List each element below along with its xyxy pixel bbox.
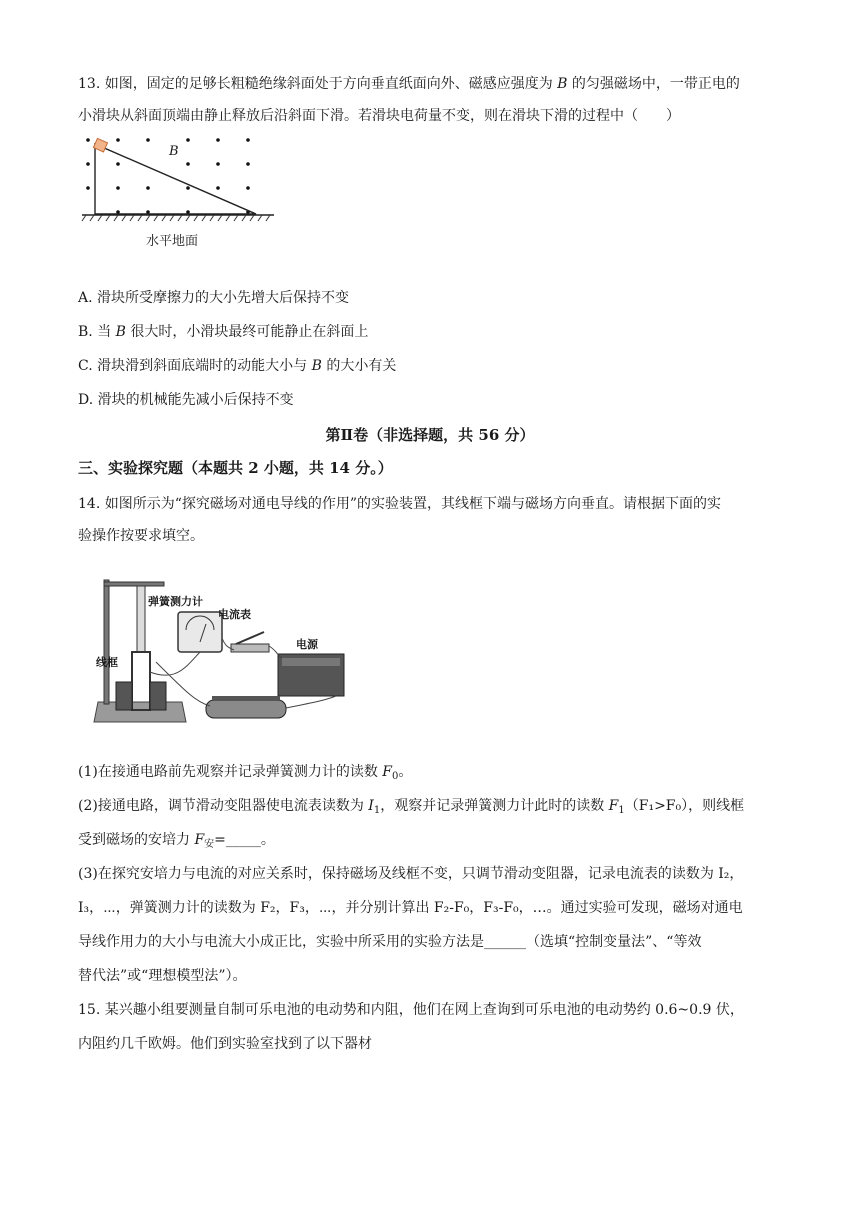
ground-label: 水平地面 bbox=[146, 234, 199, 249]
q14-line1: 14. 如图所示为“探究磁场对通电导线的作用”的实验装置，其线框下端与磁场方向垂直。请根据下面的实 bbox=[78, 496, 722, 512]
coil-label: 线框 bbox=[96, 656, 118, 669]
option-b: B. 当 B 很大时，小滑块最终可能静止在斜面上 bbox=[78, 324, 369, 340]
q13-line1: 13. 如图，固定的足够长粗糙绝缘斜面处于方向垂直纸面向外、磁感应强度为 B 的匀强磁场中，一带正电的 bbox=[78, 76, 740, 92]
q14-step3-line3: 导线作用力的大小与电流大小成正比，实验中所采用的实验方法是______（选填“控制变量法”、“等效 bbox=[78, 934, 702, 950]
q14-step3-line1: (3)在探究安培力与电流的对应关系时，保持磁场及线框不变，只调节滑动变阻器，记录电流表的读数为 I₂， bbox=[78, 866, 744, 882]
q14-step1: (1)在接通电路前先观察并记录弹簧测力计的读数 $F_0$。 bbox=[78, 764, 413, 782]
q13-line2: 小滑块从斜面顶端由静止释放后沿斜面下滑。若滑块电荷量不变，则在滑块下滑的过程中（ ） bbox=[78, 108, 680, 124]
ammeter-label: 电流表 bbox=[218, 608, 251, 621]
q13-incline-figure bbox=[78, 132, 278, 254]
spring-scale-label: 弹簧测力计 bbox=[148, 595, 203, 608]
q15-line2: 内阻约几千欧姆。他们到实验室找到了以下器材 bbox=[78, 1036, 372, 1052]
option-d: D. 滑块的机械能先减小后保持不变 bbox=[78, 392, 294, 408]
q14-line2: 验操作按要求填空。 bbox=[78, 528, 204, 544]
q14-apparatus-figure bbox=[86, 572, 376, 732]
field-label: B bbox=[169, 144, 179, 159]
option-a: A. 滑块所受摩擦力的大小先增大后保持不变 bbox=[78, 290, 350, 306]
q14-step2-line1: (2)接通电路，调节滑动变阻器使电流表读数为 $I_1$，观察并记录弹簧测力计此时的读数 $F_1(F_1>F_0)$，则线框 bbox=[78, 798, 745, 816]
section3-title: 三、实验探究题（本题共 2 小题，共 14 分。） bbox=[78, 459, 393, 477]
q14-step2-line2: 受到磁场的安培力 $F_安=\_\_\_\_\_$。 bbox=[78, 832, 275, 850]
q14-step3-line2: I₃，⋯，弹簧测力计的读数为 F₂，F₃，⋯，并分别计算出 F₂-F₀，F₃-F₀，…。通过实验可发现，磁场对通电 bbox=[78, 900, 743, 916]
q15-line1: 15. 某兴趣小组要测量自制可乐电池的电动势和内阻，他们在网上查询到可乐电池的电动势约 0.6~0.9 伏， bbox=[78, 1002, 744, 1018]
power-label: 电源 bbox=[296, 638, 318, 651]
q14-step3-line4: 替代法”或“理想模型法”）。 bbox=[78, 968, 247, 984]
option-c: C. 滑块滑到斜面底端时的动能大小与 B 的大小有关 bbox=[78, 358, 397, 374]
apparatus-diagram bbox=[86, 572, 376, 732]
part2-title: 第Ⅱ卷（非选择题，共 56 分） bbox=[325, 426, 535, 444]
